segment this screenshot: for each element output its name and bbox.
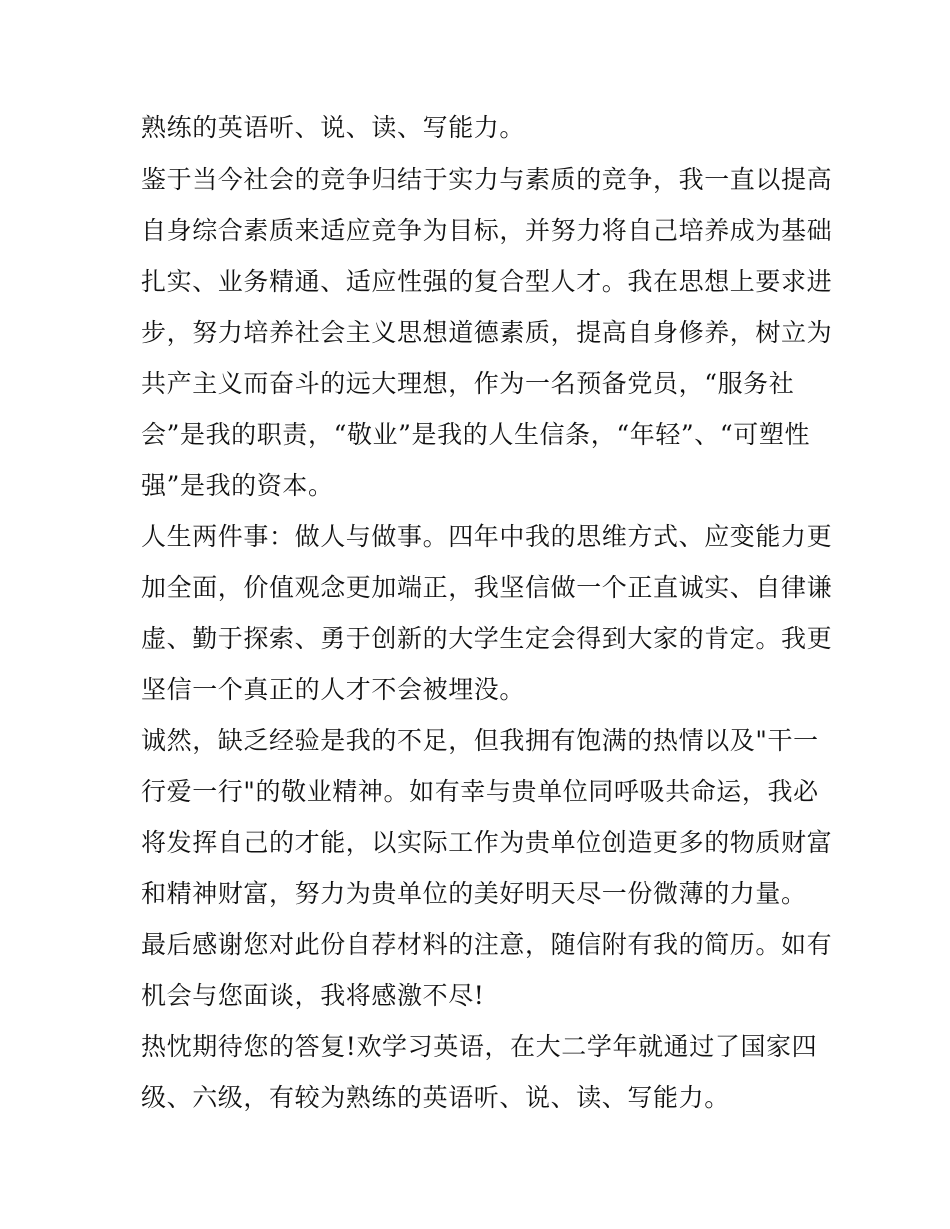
- text-line: 坚信一个真正的人才不会被埋没。: [141, 675, 526, 704]
- text-line: 熟练的英语听、说、读、写能力。: [141, 113, 526, 142]
- text-line: 最后感谢您对此份自荐材料的注意，随信附有我的简历。如有: [141, 930, 833, 959]
- text-line: 级、六级，有较为熟练的英语听、说、读、写能力。: [141, 1083, 730, 1112]
- text-line: 共产主义而奋斗的远大理想，作为一名预备党员，“服务社: [141, 369, 795, 398]
- text-line: 步，努力培养社会主义思想道德素质，提高自身修养，树立为: [141, 318, 833, 347]
- text-line: 和精神财富，努力为贵单位的美好明天尽一份微薄的力量。: [141, 879, 807, 908]
- text-line: 鉴于当今社会的竞争归结于实力与素质的竞争，我一直以提高: [141, 165, 833, 194]
- text-line: 将发挥自己的才能，以实际工作为贵单位创造更多的物质财富: [141, 828, 833, 857]
- text-line: 诚然，缺乏经验是我的不足，但我拥有饱满的热情以及"干一: [141, 726, 819, 755]
- text-line: 行爱一行"的敬业精神。如有幸与贵单位同呼吸共命运，我必: [141, 777, 819, 806]
- text-line: 热忱期待您的答复!欢学习英语，在大二学年就通过了国家四: [141, 1032, 818, 1061]
- text-line: 会”是我的职责，“敬业”是我的人生信条，“年轻”、“可塑性: [141, 420, 811, 449]
- text-line: 虚、勤于探索、勇于创新的大学生定会得到大家的肯定。我更: [141, 624, 833, 653]
- text-line: 人生两件事：做人与做事。四年中我的思维方式、应变能力更: [141, 522, 833, 551]
- text-line: 机会与您面谈，我将感激不尽!: [141, 981, 485, 1010]
- text-line: 强”是我的资本。: [141, 471, 334, 500]
- text-line: 扎实、业务精通、适应性强的复合型人才。我在思想上要求进: [141, 267, 833, 296]
- text-line: 加全面，价值观念更加端正，我坚信做一个正直诚实、自律谦: [141, 573, 833, 602]
- text-line: 自身综合素质来适应竞争为目标，并努力将自己培养成为基础: [141, 216, 833, 245]
